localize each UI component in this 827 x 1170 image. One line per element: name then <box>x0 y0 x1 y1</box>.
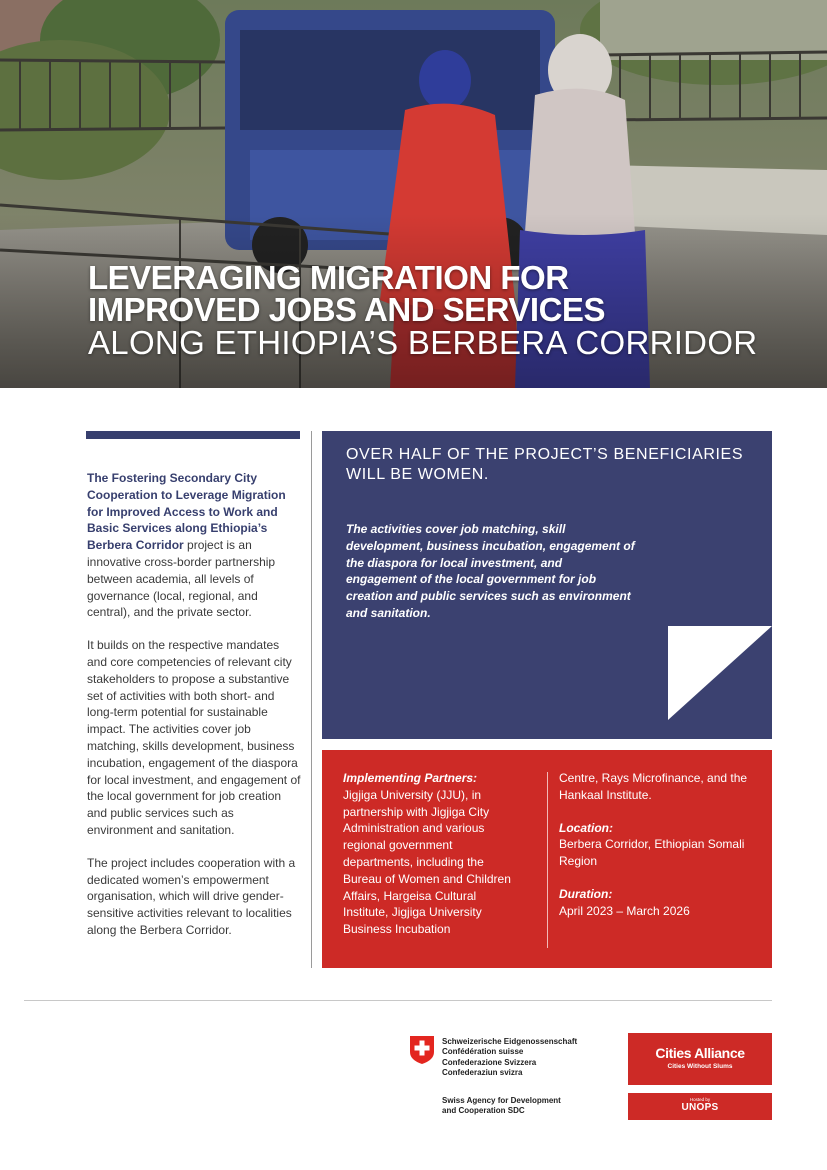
location-label: Location: <box>559 820 613 835</box>
location-block <box>559 820 759 870</box>
swiss-name-rm: Confederaziun svizra <box>442 1068 523 1078</box>
highlight-panel <box>322 431 772 739</box>
project-details-panel <box>322 750 772 968</box>
swiss-confederation-names <box>442 1037 612 1079</box>
sdc-line-1: Swiss Agency for Development <box>442 1096 561 1105</box>
highlight-heading: OVER HALF OF THE PROJECT’S BENEFICIARIES WILL BE WOMEN. <box>346 446 744 483</box>
cities-alliance-logo <box>628 1033 772 1085</box>
cities-alliance-tagline: Cities Without Slums <box>667 1063 733 1070</box>
title-line-2: IMPROVED JOBS AND SERVICES <box>88 291 605 328</box>
swiss-name-it: Confederazione Svizzera <box>442 1057 537 1067</box>
details-right <box>559 770 759 936</box>
intro-paragraph <box>87 470 302 621</box>
partners-block <box>343 770 523 938</box>
paragraph-2: It builds on the respective mandates and core competencies of relevant city stakeholders to propose a substantive set of activities with both short- and long-term potential for sustainable impact. The activities cover job matching, skills development, business incubation, engagement of the diaspora for local investment, and engagement of the local government for job creation and public services such as environment and sanitation. <box>87 638 301 837</box>
duration-block <box>559 886 759 920</box>
left-accent-bar <box>86 431 300 439</box>
sdc-line-2: and Cooperation SDC <box>442 1106 525 1116</box>
hero-image <box>0 0 827 388</box>
paragraph-3: The project includes cooperation with a dedicated women’s empowerment organisation, which will drive gender-sensitive activities relevant to localities along the Berbera Corridor. <box>87 855 296 937</box>
details-divider <box>547 772 548 948</box>
footer-divider <box>24 1000 772 1001</box>
project-name: The Fostering Secondary City Cooperation to Leverage Migration for Improved Access to Work and Basic Services along Ethiopia’s Berbera Corridor <box>87 471 286 553</box>
unops-name: UNOPS <box>681 1102 719 1113</box>
column-divider <box>311 431 312 968</box>
location-text: Berbera Corridor, Ethiopian Somali Region <box>559 837 745 869</box>
intro-text: project is an innovative cross-border partnership between academia, all levels of governance (local, regional, and central), and the private sector. <box>87 538 276 620</box>
sdc-name <box>442 1096 612 1117</box>
hosted-by-label: Hosted by <box>689 1097 711 1102</box>
unops-logo <box>628 1093 772 1120</box>
left-column <box>87 470 302 955</box>
swiss-name-fr: Confédération suisse <box>442 1047 524 1057</box>
title-line-1: LEVERAGING MIGRATION FOR <box>88 259 569 296</box>
cities-alliance-name: Cities Alliance <box>655 1045 745 1061</box>
duration-text: April 2023 – March 2026 <box>559 903 690 918</box>
diagonal-triangle-icon <box>668 626 772 720</box>
swiss-cross-shield-icon <box>410 1036 434 1064</box>
title-line-3: ALONG ETHIOPIA’S BERBERA CORRIDOR <box>88 324 758 361</box>
swiss-name-de: Schweizerische Eidgenossenschaft <box>442 1037 578 1046</box>
partners-label: Implementing Partners: <box>343 771 478 785</box>
duration-label: Duration: <box>559 886 613 901</box>
partners-text: Jigjiga University (JJU), in partnership with Jigjiga City Administration and various regional government departments, including the Bureau of Women and Children Affairs, Hargeisa Cultural Institute, Jigjiga University Business Incubation <box>343 787 511 937</box>
hero-title <box>88 259 808 361</box>
partners-continued: Centre, Rays Microfinance, and the Hankaal Institute. <box>559 771 748 802</box>
highlight-text: The activities cover job matching, skill development, business incubation, engagement of the diaspora for local investment, and engagement of the local government for job creation and public services such as environment and sanitation. <box>346 522 635 620</box>
